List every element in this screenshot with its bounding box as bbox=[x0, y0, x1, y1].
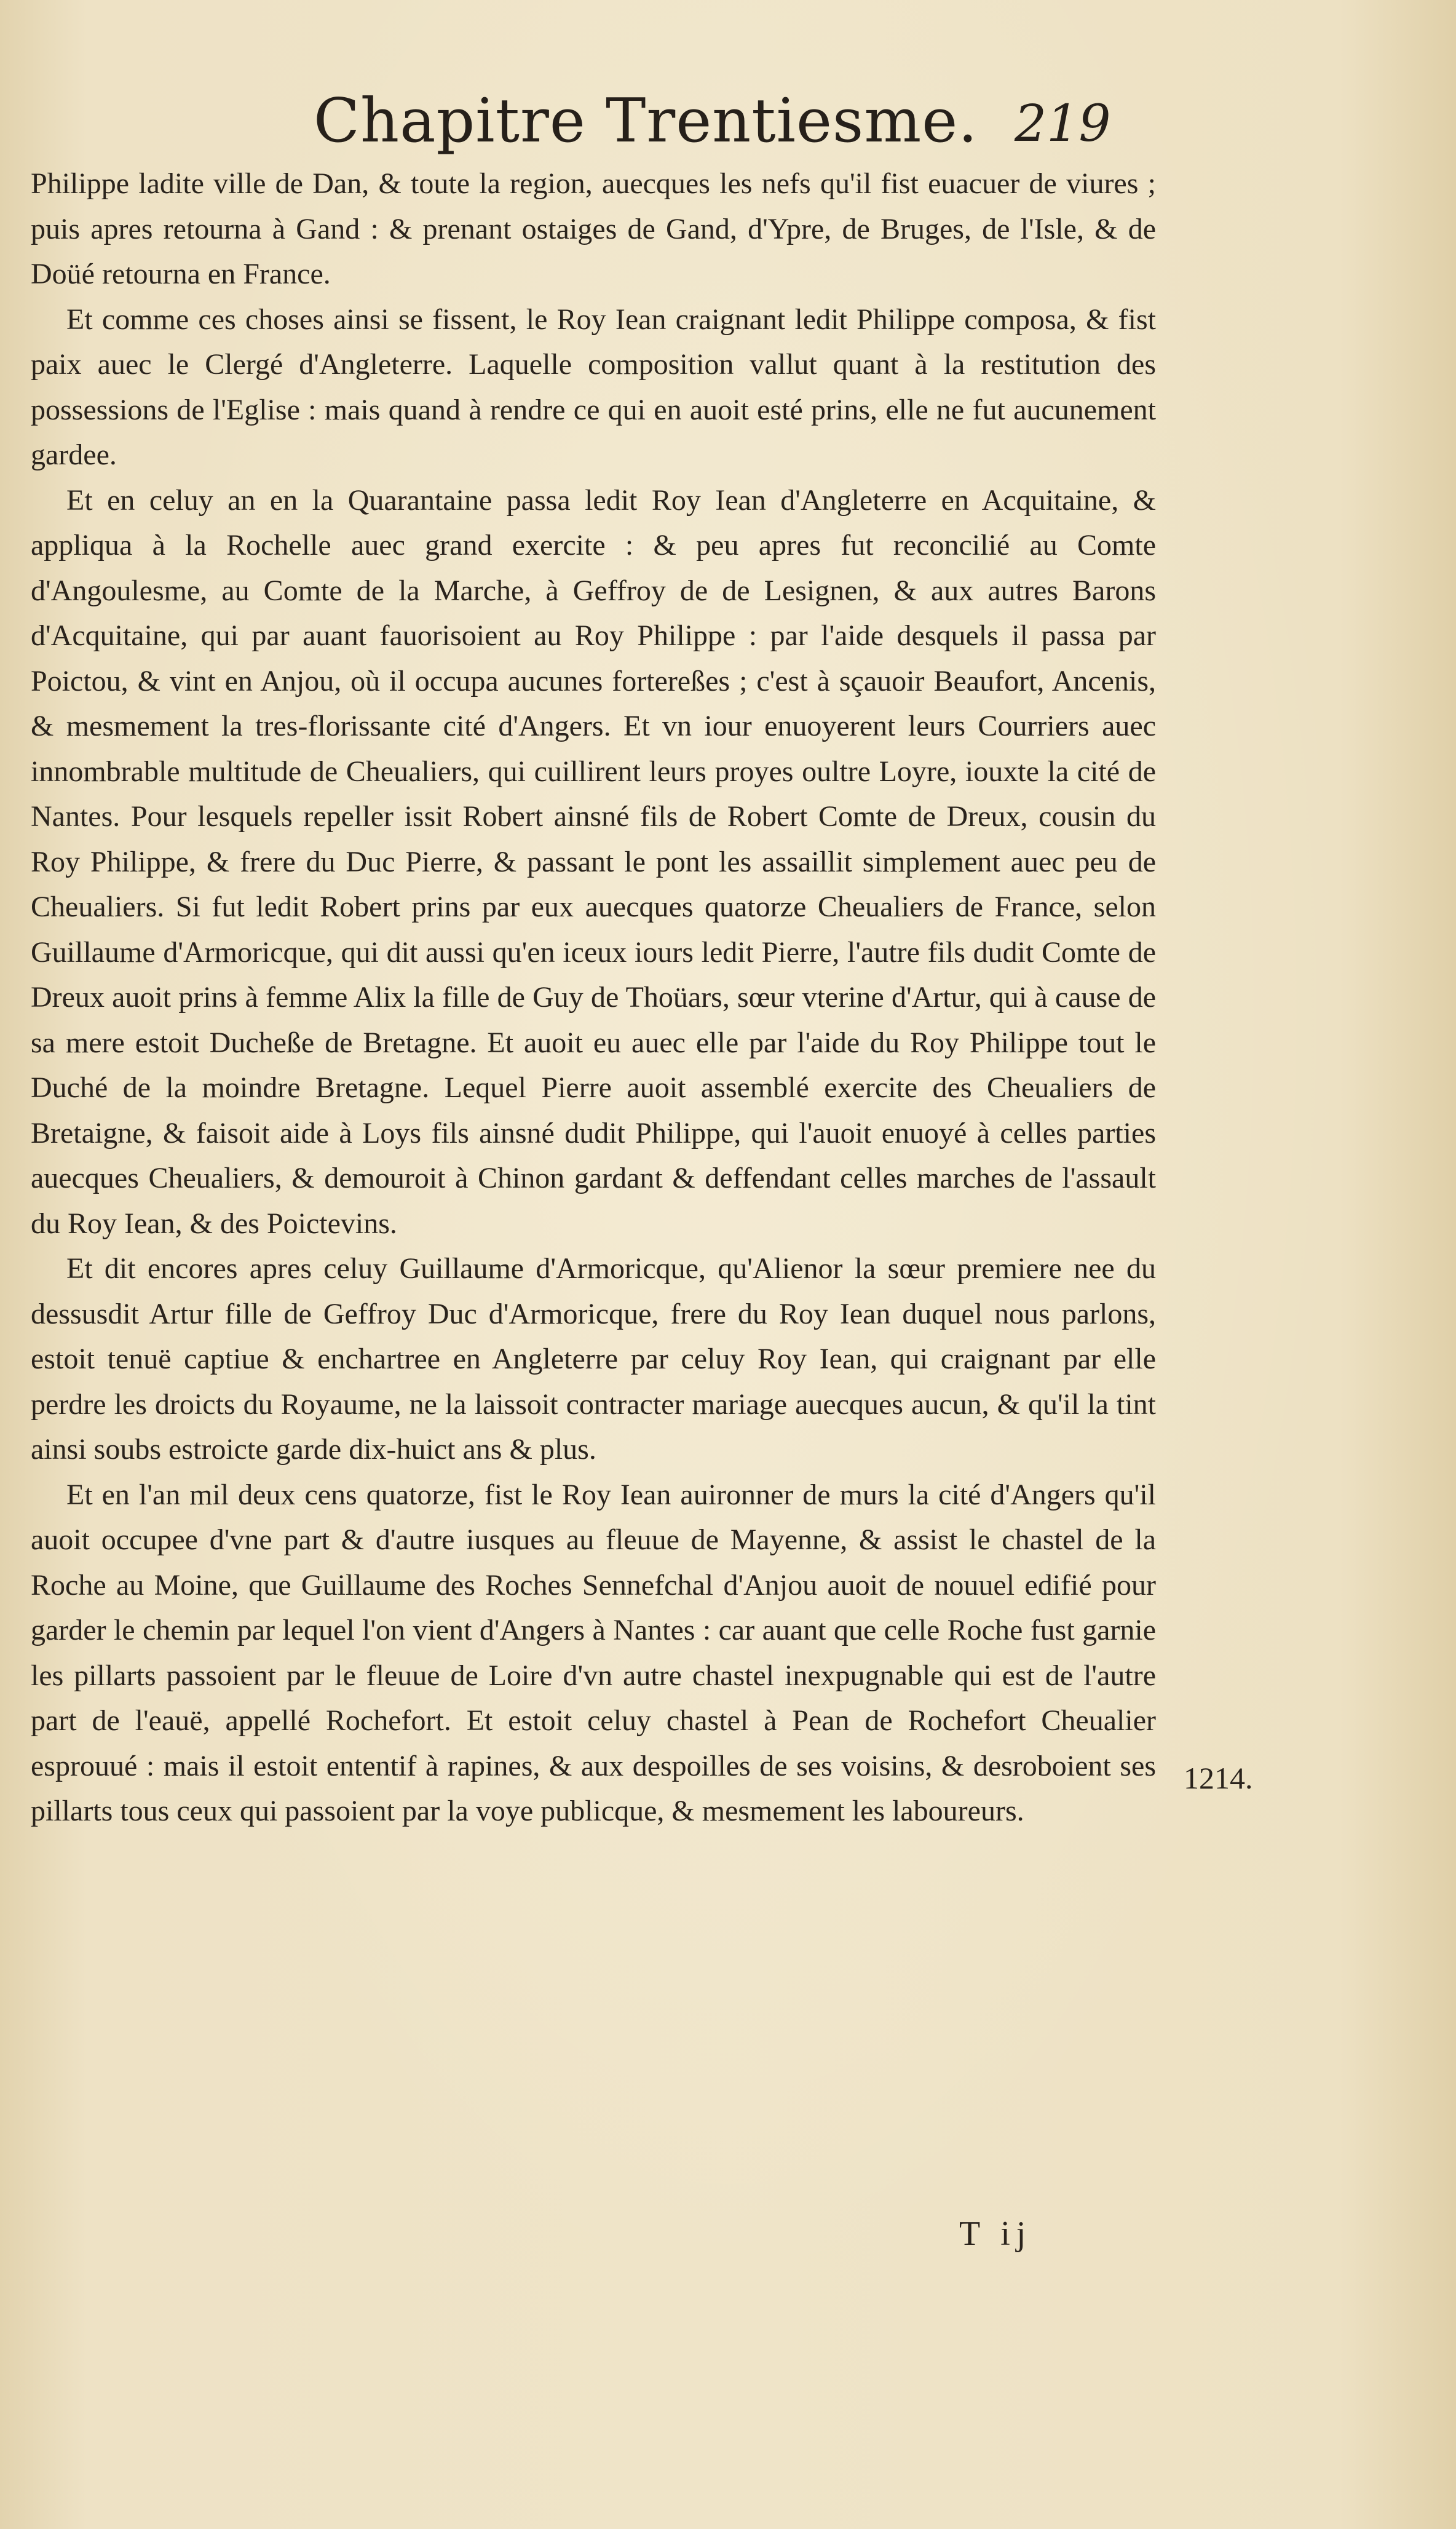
margin-year-note: 1214. bbox=[1184, 1761, 1253, 1795]
paragraph: Et en l'an mil deux cens quatorze, fist le Roy Iean auironner de murs la cité d'Angers qu'il auoit occupee d'vne part & d'autre iusques au fleuue de Mayenne, & assist le chastel de la Roche au Moine, que Guillaume des Roches Sennefchal d'Anjou auoit de nouuel edifié pour garder le chemin par lequel l'on vient d'Angers à Nantes : car auant que celle Roche fust garnie les pillarts passoient par le fleuue de Loire d'vn autre chastel inexpugnable qui est de l'autre part de l'eauë, appellé Rochefort. Et estoit celuy chastel à Pean de Rochefort Cheualier esprouué : mais il estoit ententif à rapines, & aux despoilles de ses voisins, & desroboient ses pillarts tous ceux qui passoient par la voye publicque, & mesmement les laboureurs. bbox=[31, 1478, 1156, 1827]
page-header bbox=[0, 86, 1456, 166]
paragraph: Et comme ces choses ainsi se fissent, le Roy Iean craignant ledit Philippe composa, & fist paix auec le Clergé d'Angleterre. Laquelle composition vallut quant à la restitution des possessions de l'Eglise : mais quand à rendre ce qui en auoit esté prins, elle ne fut aucunement gardee. bbox=[31, 303, 1156, 471]
signature-mark: T ij bbox=[959, 2215, 1032, 2253]
paragraph: Et dit encores apres celuy Guillaume d'Armoricque, qu'Alienor la sœur premiere nee du dessusdit Artur fille de Geffroy Duc d'Armoricque, frere du Roy Iean duquel nous parlons, estoit tenuë captiue & enchartree en Angleterre par celuy Roy Iean, qui craignant par elle perdre les droicts du Royaume, ne la laissoit contracter mariage auecques aucun, & qu'il la tint ainsi soubs estroicte garde dix-huict ans & plus. bbox=[31, 1252, 1156, 1466]
page-number: 219 bbox=[1015, 95, 1111, 153]
paragraph: Et en celuy an en la Quarantaine passa ledit Roy Iean d'Angleterre en Acquitaine, & appliqua à la Rochelle auec grand exercite : & peu apres fut reconcilié au Comte d'Angoulesme, au Comte de la Marche, à Geffroy de de Lesignen, & aux autres Barons d'Acquitaine, qui par auant fauorisoient au Roy Philippe : par l'aide desquels il passa par Poictou, & vint en Anjou, où il occupa aucunes fortereßes ; c'est à sçauoir Beaufort, Ancenis, & mesmement la tres-florissante cité d'Angers. Et vn iour enuoyerent leurs Courriers auec innombrable multitude de Cheualiers, qui cuillirent leurs proyes oultre Loyre, iouxte la cité de Nantes. Pour lesquels repeller issit Robert ainsné fils de Robert Comte de Dreux, cousin du Roy Philippe, & frere du Duc Pierre, & passant le pont les assaillit simplement auec peu de Cheualiers. Si fut ledit Robert prins par eux auecques quatorze Cheualiers de France, selon Guillaume d'Armoricque, qui dit aussi qu'en iceux iours ledit Pierre, l'autre fils dudit Comte de Dreux auoit prins à femme Alix la fille de Guy de Thoüars, sœur vterine d'Artur, qui à cause de sa mere estoit Ducheße de Bretagne. Et auoit eu auec elle par l'aide du Roy Philippe tout le Duché de la moindre Bretagne. Lequel Pierre auoit assemblé exercite des Cheualiers de Bretaigne, & faisoit aide à Loys fils ainsné dudit Philippe, qui l'auoit enuoyé à celles parties auecques Cheualiers, & demouroit à Chinon gardant & deffendant celles marches de l'assault du Roy Iean, & des Poictevins. bbox=[31, 483, 1156, 1240]
running-title: Chapitre Trentiesme. bbox=[314, 86, 978, 156]
paragraph: Philippe ladite ville de Dan, & toute la region, auecques les nefs qu'il fist euacuer de viures ; puis apres retourna à Gand : & prenant ostaiges de Gand, d'Ypre, de Bruges, de l'Isle, & de Doüé retourna en France. bbox=[31, 167, 1156, 290]
body-text bbox=[31, 161, 1156, 1834]
